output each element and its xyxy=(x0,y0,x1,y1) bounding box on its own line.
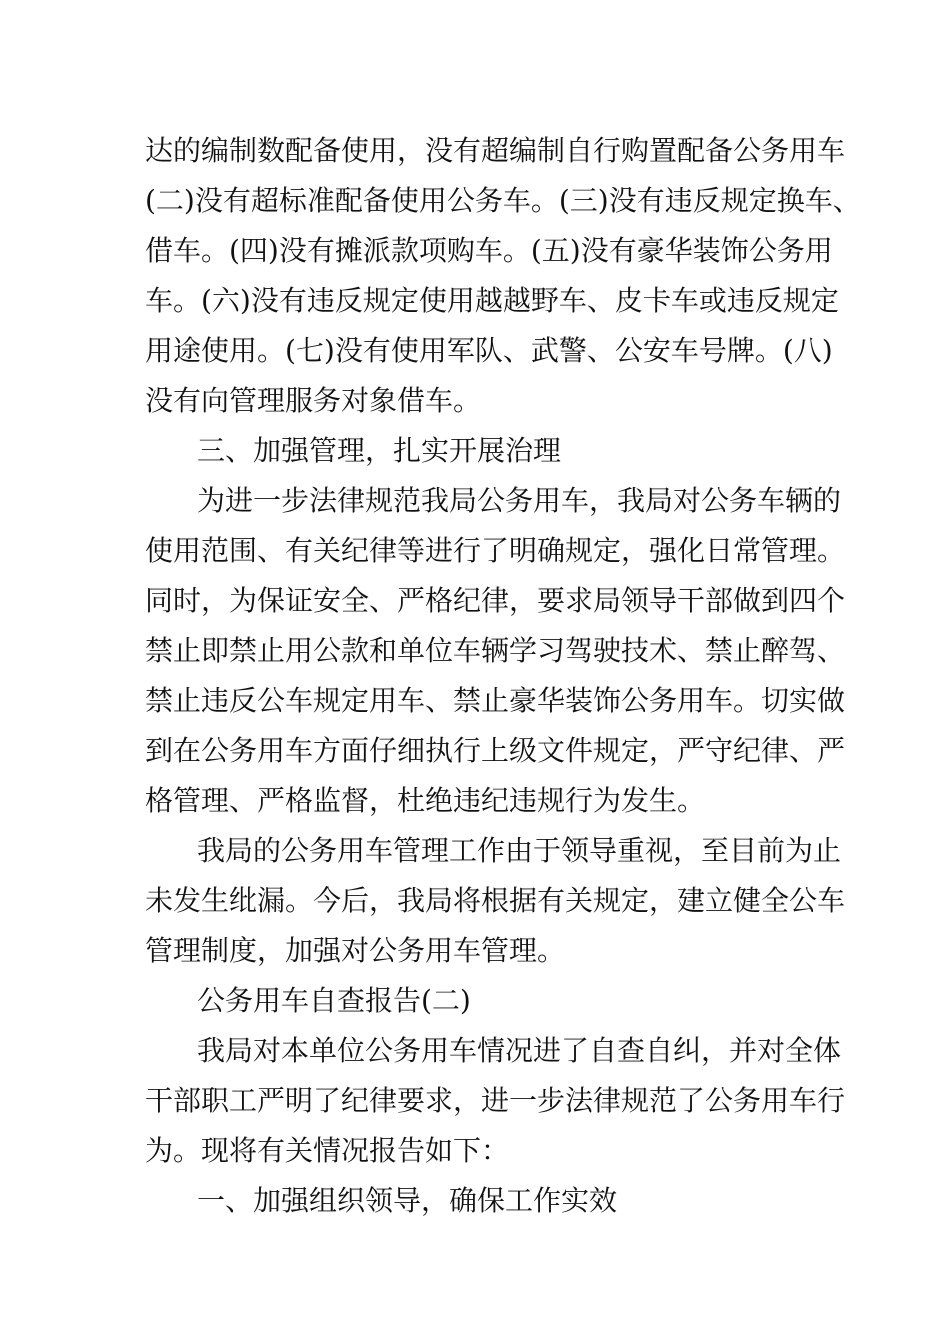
paragraph-first-line: 我局对本单位公务用车情况进了自查自纠，并对全体 xyxy=(197,1034,842,1067)
section-heading: 三、加强管理，扎实开展治理 xyxy=(197,434,562,467)
text-line: 未发生纰漏。今后，我局将根据有关规定，建立健全公车 xyxy=(145,884,846,917)
paragraph-first-line: 为进一步法律规范我局公务用车，我局对公务车辆的 xyxy=(197,484,842,517)
text-line: 车。(六)没有违反规定使用越越野车、皮卡车或违反规定 xyxy=(145,284,839,317)
text-line: 同时，为保证安全、严格纪律，要求局领导干部做到四个 xyxy=(145,584,846,617)
text-line: 为。现将有关情况报告如下： xyxy=(145,1134,510,1167)
text-line: 管理制度，加强对公务用车管理。 xyxy=(145,934,566,967)
report-title: 公务用车自查报告(二) xyxy=(197,984,471,1017)
text-line: 格管理、严格监督，杜绝违纪违规行为发生。 xyxy=(145,784,706,817)
text-line: 到在公务用车方面仔细执行上级文件规定，严守纪律、严 xyxy=(145,734,846,767)
text-line: 没有向管理服务对象借车。 xyxy=(145,384,482,417)
text-line: 禁止即禁止用公款和单位车辆学习驾驶技术、禁止醉驾、 xyxy=(145,634,846,667)
text-line: 用途使用。(七)没有使用军队、武警、公安车号牌。(八) xyxy=(145,334,833,367)
section-heading: 一、加强组织领导，确保工作实效 xyxy=(197,1184,618,1217)
paragraph-first-line: 我局的公务用车管理工作由于领导重视，至目前为止 xyxy=(197,834,842,867)
text-line: 干部职工严明了纪律要求，进一步法律规范了公务用车行 xyxy=(145,1084,846,1117)
text-line: 使用范围、有关纪律等进行了明确规定，强化日常管理。 xyxy=(145,534,846,567)
document-body xyxy=(145,126,861,1226)
text-line: 禁止违反公车规定用车、禁止豪华装饰公务用车。切实做 xyxy=(145,684,846,717)
text-line: (二)没有超标准配备使用公务车。(三)没有违反规定换车、 xyxy=(145,184,861,217)
text-line: 达的编制数配备使用，没有超编制自行购置配备公务用车 xyxy=(145,134,846,167)
text-line: 借车。(四)没有摊派款项购车。(五)没有豪华装饰公务用 xyxy=(145,234,833,267)
